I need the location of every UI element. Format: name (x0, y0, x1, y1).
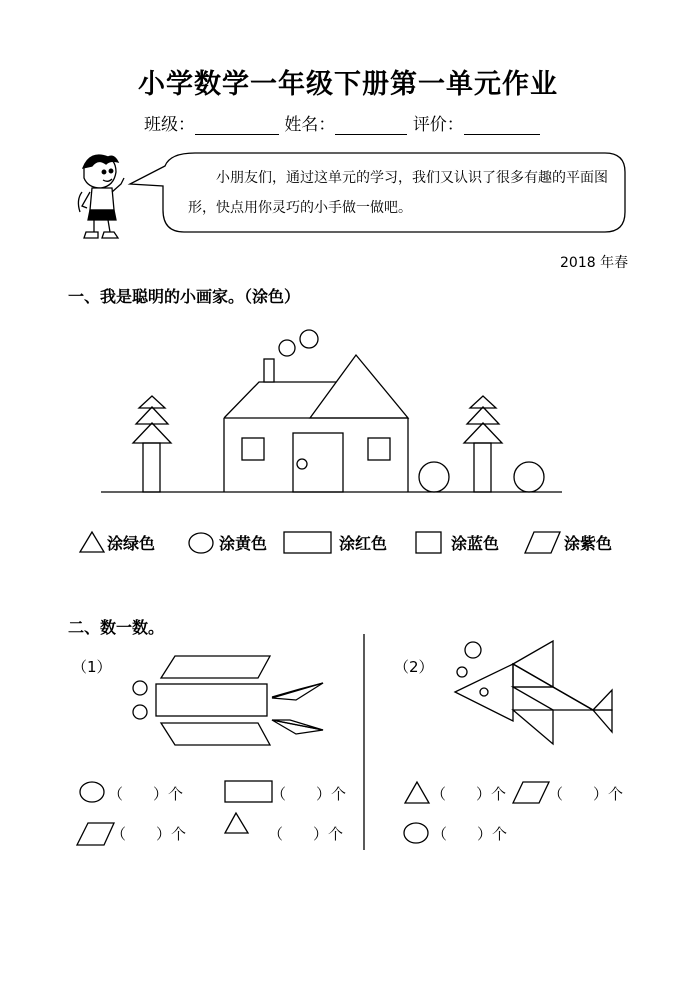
section2-title: 二、数一数。 (68, 618, 165, 637)
p2-parallelogram-icon (513, 782, 549, 803)
p1-parallelogram-answer[interactable]: （ ）个 (111, 825, 187, 843)
worksheet-title: 小学数学一年级下册第一单元作业 (138, 69, 558, 100)
ball-circle-left (419, 462, 449, 492)
part1-label: （1） (72, 658, 112, 676)
legend-label-square: 涂蓝色 (451, 534, 500, 553)
rating-label: 评价： (412, 115, 464, 135)
p2-triangle-icon (405, 782, 429, 803)
left-tree-icon (133, 396, 171, 492)
part2-label: （2） (394, 658, 434, 676)
legend-label-triangle: 涂绿色 (107, 534, 156, 553)
right-tree-icon (464, 396, 502, 492)
p1-circle-icon (80, 782, 104, 802)
p2-circle-icon (404, 823, 428, 843)
p1-rectangle-answer[interactable]: （ ）个 (271, 785, 347, 803)
legend-triangle-icon (80, 532, 104, 552)
p2-parallelogram-answer[interactable]: （ ）个 (548, 785, 624, 803)
name-label: 姓名： (284, 115, 336, 135)
legend-label-circle: 涂黄色 (219, 534, 268, 553)
legend-circle-icon (189, 533, 213, 553)
ball-circle-right (514, 462, 544, 492)
legend-label-rectangle: 涂红色 (339, 534, 388, 553)
p2-triangle-answer[interactable]: （ ）个 (431, 785, 507, 803)
legend-square-icon (416, 532, 441, 553)
year-label: 2018 年春 (560, 255, 629, 271)
rocket-figure-icon (133, 656, 323, 745)
p1-parallelogram-icon (77, 823, 114, 845)
legend-label-parallelogram: 涂紫色 (564, 534, 613, 553)
p1-triangle-answer[interactable]: （ ）个 (268, 825, 344, 843)
legend-parallelogram-icon (525, 532, 560, 553)
p1-circle-answer[interactable]: （ ）个 (108, 785, 184, 803)
legend-rectangle-icon (284, 532, 331, 553)
cartoon-boy-icon (78, 155, 124, 238)
p1-rectangle-icon (225, 781, 272, 802)
house-icon (224, 330, 408, 492)
p2-circle-answer[interactable]: （ ）个 (432, 825, 508, 843)
intro-text: 小朋友们，通过这单元的学习，我们又认识了很多有趣的平面图形，快点用你灵巧的小手做一做吧。 (188, 170, 608, 216)
p1-triangle-icon (225, 813, 248, 833)
section1-title: 一、我是聪明的小画家。（涂色） (68, 287, 301, 306)
class-label: 班级： (144, 115, 195, 135)
fish-figure-icon (455, 641, 612, 744)
